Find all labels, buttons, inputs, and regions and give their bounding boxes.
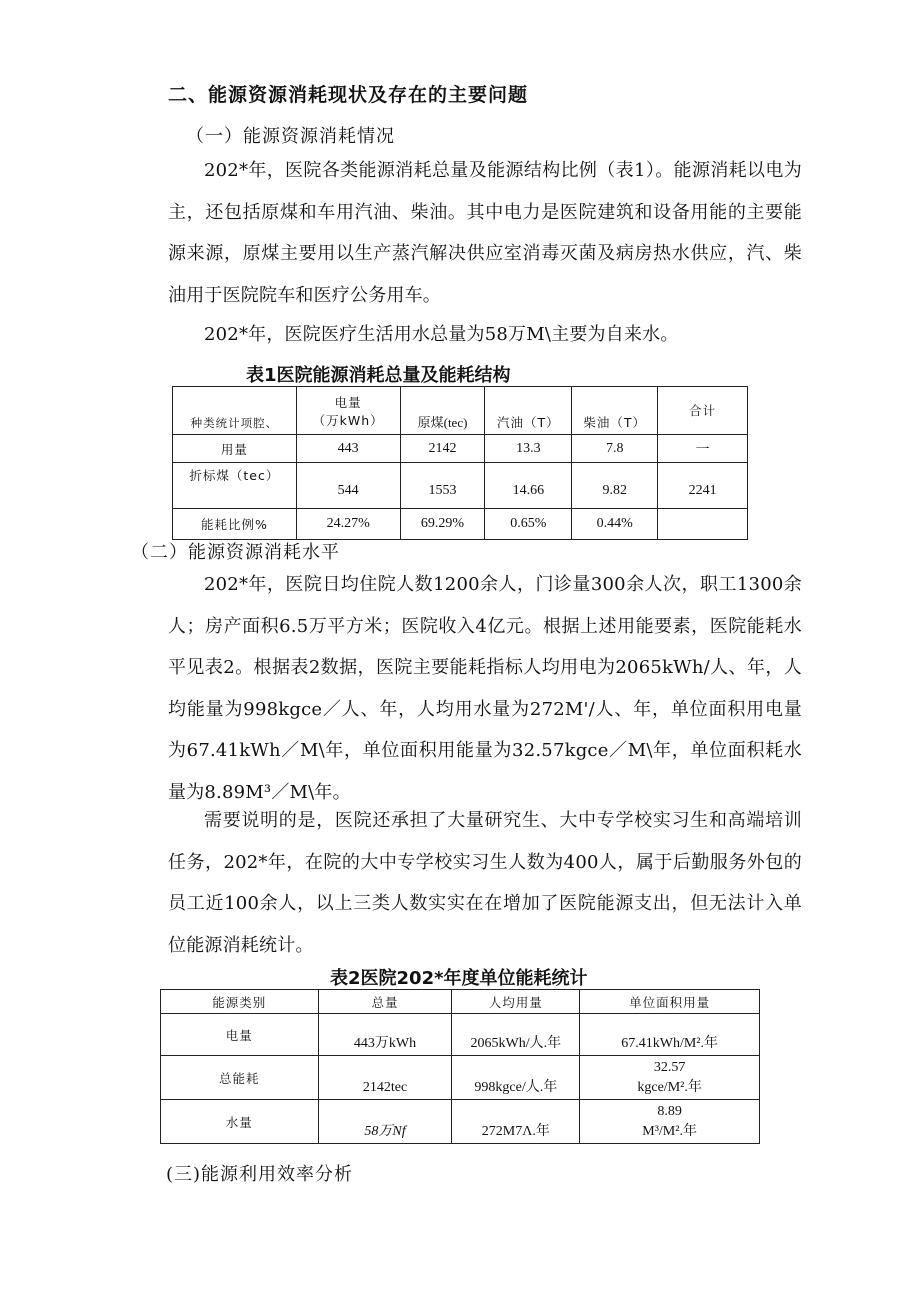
table1-row-label: 折标煤（tec） [173, 463, 297, 509]
table2-header-per-capita: 人均用量 [452, 990, 580, 1014]
table1-header-row [173, 387, 748, 435]
table1-header-coal: 原煤(tec) [400, 387, 485, 435]
table2-cell: 2142tec [318, 1056, 452, 1100]
table1-cell: 0.65% [485, 509, 572, 540]
table2-cell-line: kgce/M².年 [637, 1080, 702, 1095]
table1-header-electricity-label: 电量 [334, 394, 362, 410]
table1-cell: 9.82 [572, 463, 658, 509]
table2-row-label: 水量 [161, 1100, 319, 1144]
table2-cell: 58万Nf [318, 1100, 452, 1144]
table2-cell [580, 1100, 760, 1144]
table1-cell [658, 509, 748, 540]
subheading-energy-level: （二）能源资源消耗水平 [131, 542, 340, 563]
paragraph-explanation: 需要说明的是，医院还承担了大量研究生、大中专学校实习生和高端培训任务，202*年，在院的大中专学校实习生人数为400人，属于后勤服务外包的员工近100余人，以上三类人数实实在在增加了医院能源支出，但无法计入单位能源消耗统计。 [168, 810, 802, 956]
table-row [161, 1100, 760, 1144]
table2-header-total: 总量 [318, 990, 452, 1014]
table1-header-total: 合计 [658, 387, 748, 435]
table1-header-gasoline: 汽油（T） [485, 387, 572, 435]
table-row [173, 509, 748, 540]
paragraph-energy-level: 202*年，医院日均住院人数1200余人，门诊量300余人次，职工1300余人；房产面积6.5万平方米；医院收入4亿元。根据上述用能要素，医院能耗水平见表2。根据表2数据，医院主要能耗指标人均用电为2065kWh/人、年，人均能量为998kgce／人、年，人均用水量为272M'/人、年，单位面积用电量为67.41kWh／M\年，单位面积用能量为32.57kgce／M\年，单位面积耗水量为8.89M³／M\年。 [168, 574, 802, 803]
section-title: 二、能源资源消耗现状及存在的主要问题 [168, 84, 529, 106]
table1-cell: 544 [296, 463, 400, 509]
table2-cell-line: 67.41kWh/M².年 [621, 1036, 718, 1051]
paragraph-water-usage: 202*年，医院医疗生活用水总量为58万M\主要为自来水。 [204, 324, 679, 345]
table-row [173, 463, 748, 509]
unit-energy-table [160, 989, 760, 1144]
table1-cell: 2241 [658, 463, 748, 509]
table1-header-category: 种类统计项腔、 [173, 387, 297, 435]
table2-row-label: 电量 [161, 1014, 319, 1056]
table2-cell [580, 1014, 760, 1056]
paragraph-energy-structure: 202*年，医院各类能源消耗总量及能源结构比例（表1）。能源消耗以电为主，还包括原煤和车用汽油、柴油。其中电力是医院建筑和设备用能的主要能源来源，原煤主要用以生产蒸汽解决供应室消毒灭菌及病房热水供应，汽、柴油用于医院院车和医疗公务用车。 [168, 160, 802, 306]
table1-cell: 7.8 [572, 435, 658, 463]
table1-cell: 2142 [400, 435, 485, 463]
table1-header-diesel: 柴油（T） [572, 387, 658, 435]
table2-cell-line: 8.89 [657, 1104, 682, 1119]
table-row [161, 1014, 760, 1056]
table2-cell-line: 32.57 [653, 1060, 686, 1075]
subheading-efficiency: (三)能源利用效率分析 [166, 1164, 354, 1185]
table2-caption: 表2医院202*年度单位能耗统计 [330, 968, 588, 989]
table2-cell-line: M³/M².年 [642, 1124, 697, 1139]
table2-cell: 998kgce/人.年 [452, 1056, 580, 1100]
table1-cell: 69.29% [400, 509, 485, 540]
table2-cell: 2065kWh/人.年 [452, 1014, 580, 1056]
table1-cell: 443 [296, 435, 400, 463]
table-row [161, 1056, 760, 1100]
table1-cell: 一 [658, 435, 748, 463]
table1-caption: 表1医院能源消耗总量及能耗结构 [246, 365, 511, 386]
table1-header-electricity [296, 387, 400, 435]
table1-cell: 13.3 [485, 435, 572, 463]
table1-cell: 24.27% [296, 509, 400, 540]
table1-cell: 14.66 [485, 463, 572, 509]
table1-header-electricity-unit: （万kWh） [312, 412, 384, 428]
table1-row-label: 用量 [173, 435, 297, 463]
table1-row-label: 能耗比例% [173, 509, 297, 540]
table-row [173, 435, 748, 463]
table1-cell: 1553 [400, 463, 485, 509]
subheading-energy-consumption: （一）能源资源消耗情况 [186, 126, 395, 147]
table2-cell [580, 1056, 760, 1100]
table2-row-label: 总能耗 [161, 1056, 319, 1100]
table2-header-row [161, 990, 760, 1014]
energy-consumption-table [172, 386, 748, 540]
table2-cell: 272M7Λ.年 [452, 1100, 580, 1144]
table2-cell: 443万kWh [318, 1014, 452, 1056]
table2-header-category: 能源类别 [161, 990, 319, 1014]
table2-header-per-area: 单位面积用量 [580, 990, 760, 1014]
table1-cell: 0.44% [572, 509, 658, 540]
